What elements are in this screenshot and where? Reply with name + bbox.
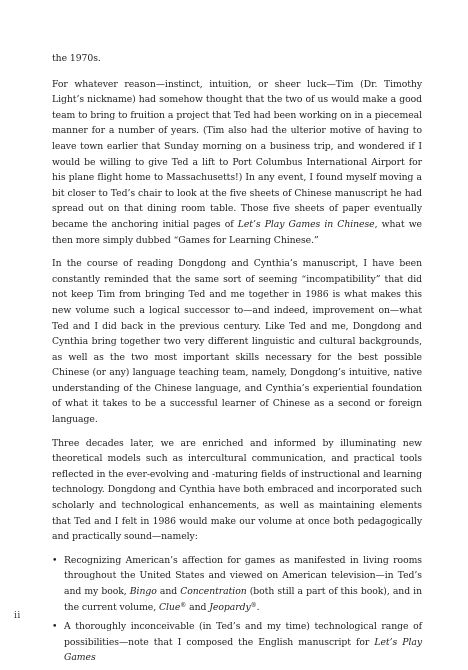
paragraph-tim-light (52, 77, 422, 249)
bullet-list (52, 553, 422, 666)
page-number: ii (14, 611, 21, 621)
paragraph-text: In the course of reading Dongdong and Cynthia’s manuscript, I have been constantly reminded that the same sort of seeming “incompatibility” that did not keep Tim from bringing Ted and me together in 1986 is what makes this new volume such a logical successor to—and indeed, improvement on—what Ted and I did back in the previous century. Like Ted and me, Dongdong and Cynthia bring together two very different linguistic and cultural backgrounds, as well as the two most important skills necessary for the best possible Chinese (or any) language teaching team, namely, Dongdong’s intuitive, native understanding of the Chinese language, and Cynthia’s experiential foundation of what it takes to be a successful learner of Chinese as a second or foreign language. (52, 258, 422, 426)
bullet-item-technology (52, 619, 422, 666)
page-body (52, 51, 422, 670)
game-title-jeopardy: Jeopardy (209, 601, 251, 613)
bullet-marker: • (52, 554, 58, 566)
bullet-text: (both still a part of this book), and in the current volume, (64, 586, 422, 613)
bullet-item-games (52, 553, 422, 615)
book-title: Let’s Play Games (64, 636, 423, 664)
registered-mark: ® (180, 601, 187, 609)
paragraph-text: For whatever reason—instinct, intuition, or sheer luck—Tim (Dr. Timothy Light’s nickname) had somehow thought that the two of us would make a good team to bring to fruition a project that Ted had been working on in a piecemeal manner for a number of years. (Tim also had the ulterior motive of having to leave town earlier that Sunday morning on a business trip, and wondered if I would be willing to give Ted a lift to Port Columbus International Airport for his plane flight home to Massachusetts!) In any event, I found myself moving a bit closer to Ted’s chair to look at the five sheets of Chinese manuscript he had spread out on that dining room table. Those five sheets of paper eventually became the anchoring initial pages of (52, 78, 422, 230)
bullet-text: Recognizing American’s affection for games as manifested in living rooms throughout the United States and viewed on American television—in Ted’s and my book, (64, 554, 422, 597)
book-title: Let’s Play Games in Chinese (237, 218, 375, 230)
game-title-bingo: Bingo (129, 586, 157, 597)
game-title-clue: Clue (159, 601, 181, 613)
bullet-text: A thoroughly inconceivable (in Ted’s and my time) technological range of possibilities—note that I composed the English manuscript for (64, 621, 422, 648)
paragraph-three-decades (52, 436, 422, 545)
paragraph-text: Three decades later, we are enriched and informed by illuminating new theoretical models such as intercultural communication, and practical tools reflected in the ever-evolving and -maturing fields of instructional and learning technology. Dongdong and Cynthia have both embraced and incorporated such scholarly and technological enhancements, as well as maintaining elements that Ted and I felt in 1986 would make our volume at once both pedagogically and practically sound—namely: (52, 437, 422, 543)
paragraph-manuscript (52, 256, 422, 428)
bullet-text: and (156, 586, 181, 597)
paragraph-continuation (52, 51, 422, 67)
registered-mark: ® (250, 601, 257, 609)
game-title-concentration: Concentration (180, 586, 247, 597)
bullet-marker: • (52, 621, 58, 633)
paragraph-text: , what we then more simply dubbed “Games for Learning Chinese.” (52, 218, 422, 246)
bullet-text: and (186, 601, 210, 613)
paragraph-text: the 1970s. (52, 53, 101, 64)
bullet-text: . (256, 601, 260, 613)
